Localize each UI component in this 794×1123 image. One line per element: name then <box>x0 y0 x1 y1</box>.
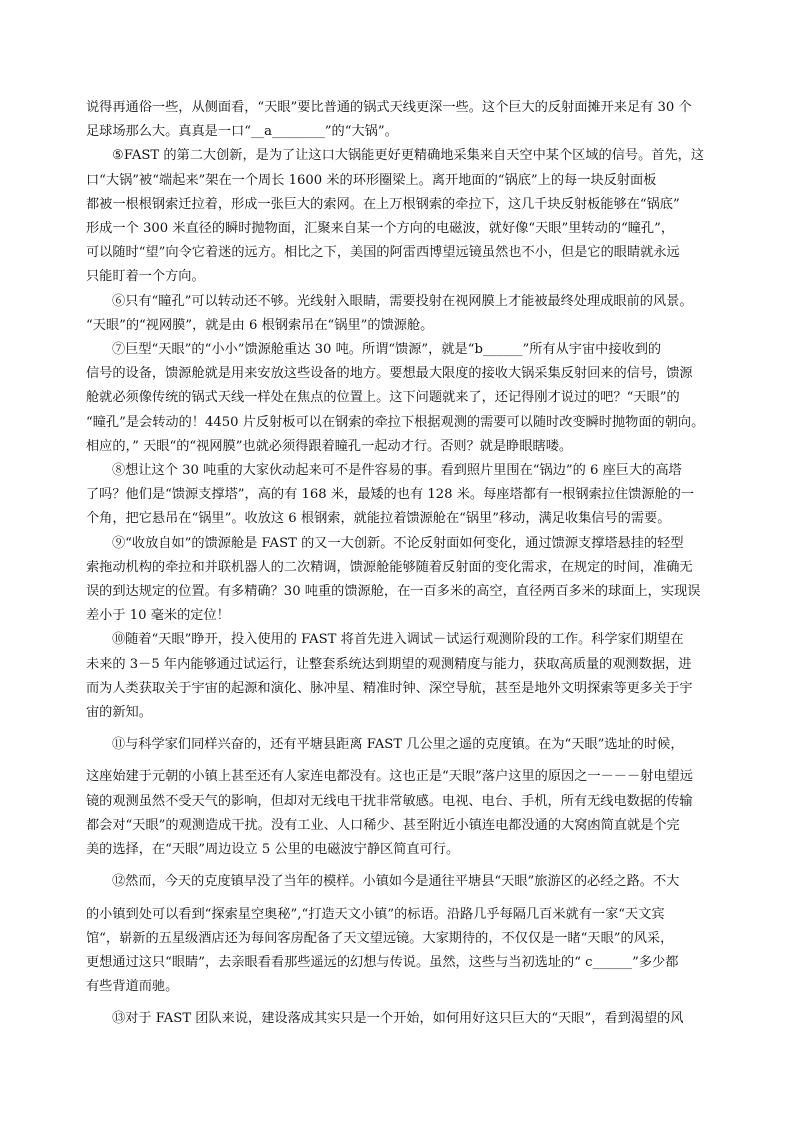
text-line: 宙的新知。 <box>86 705 152 721</box>
text-line: ⑪与科学家们同样兴奋的，还有平塘县距离 FAST 几公里之遥的克度镇。在为“天眼”选址的时候， <box>112 737 684 753</box>
text-line: 索拖动机构的牵拉和并联机器人的二次精调，馈源舱能够随着反射面的变化需求，在规定的时间，准确无 <box>86 559 693 575</box>
paragraph-11 <box>86 733 708 862</box>
text-line: 馆“，崭新的五星级酒店还为每间客房配备了天文望远镜。大家期待的，不仅仅是一睹“天眼”的风采， <box>86 930 674 946</box>
text-line: 信号的设备，馈源舱就是用来安放这些设备的地方。要想最大限度的接收大锅采集反射回来的信号，馈源 <box>86 366 693 382</box>
text-line: 这座始建于元朝的小镇上甚至还有人家连电都没有。这也正是“天眼”落户这里的原因之一－－－射电望远 <box>86 769 693 785</box>
text-line: 了吗？他们是“馈源支撑塔”，高的有 168 米，最矮的也有 128 米。每座塔都有一根钢索拉住馈源舱的一 <box>86 487 695 503</box>
paragraph-12 <box>86 870 708 999</box>
text-line: 舱就必须像传统的锅式天线一样处在焦点的位置上。这下问题就来了，还记得刚才说过的吧？“天眼”的 <box>86 390 680 406</box>
text-line: 而为人类获取关于宇宙的起源和演化、脉冲星、精准时钟、深空导航，甚至是地外文明探索等更多关于宇 <box>86 680 693 696</box>
text-line: 说得再通俗一些，从侧面看，“天眼”要比普通的锅式天线更深一些。这个巨大的反射面摊开来足有 30 个 <box>86 100 692 115</box>
paragraph-8 <box>86 459 708 532</box>
text-line: ⑥只有“瞳孔”可以转动还不够。光线射入眼睛，需要投射在视网膜上才能被最终处理成眼前的风景。 <box>112 293 693 309</box>
paragraph-7 <box>86 338 708 459</box>
text-line: ⑩随着“天眼”睁开，投入使用的 FAST 将首先进入调试－试运行观测阶段的工作。科学家们期望在 <box>112 632 684 648</box>
text-line: 足球场那么大。真真是一口“__a________”的“大锅”。 <box>86 124 398 140</box>
paragraph-13 <box>86 1007 708 1031</box>
text-line: 相应的，” 天眼“的“视网膜”也就必须得跟着瞳孔一起动才行。否则？就是睁眼瞎喽。 <box>86 438 573 454</box>
text-line: ⑨“收放自如”的馈源舱是 FAST 的又一大创新。不论反射面如何变化，通过馈源支撑塔悬挂的轻型 <box>112 535 684 551</box>
text-line: ⑧想让这个 30 吨重的大家伙动起来可不是件容易的事。看到照片里围在“锅边”的 6 座巨大的高塔 <box>112 463 682 479</box>
text-line: ⑬对于 FAST 团队来说，建设落成其实只是一个开始，如何用好这只巨大的“天眼”，看到渴望的风 <box>112 1011 684 1027</box>
paragraph-6 <box>86 290 708 338</box>
text-line: 误的到达规定的位置。有多精确？30 吨重的馈源舱，在一百多米的高空，直径两百多米的球面上，实现误 <box>86 584 701 600</box>
text-line: 有些背道而驰。 <box>86 979 179 995</box>
text-line: ⑤FAST 的第二大创新，是为了让这口大锅能更好更精确地采集来自天空中某个区域的信号。首先，这 <box>112 148 705 164</box>
text-line: 口“大锅”被“端起来”架在一个周长 1600 米的环形圈梁上。离开地面的“锅底”上的每一块反射面板 <box>86 172 657 188</box>
text-line: 未来的 3－5 年内能够通过试运行，让整套系统达到期望的观测精度与能力，获取高质量的观测数据，进 <box>86 656 692 672</box>
text-line: “瞳孔”是会转动的！4450 片反射板可以在钢索的牵拉下根据观测的需要可以随时改变瞬时抛物面的朝向。 <box>86 414 705 430</box>
text-line: ⑫然而，今天的克度镇早没了当年的模样。小镇如今是通往平塘县“天眼”旅游区的必经之路。不大 <box>112 874 680 890</box>
text-line: 更想通过这只“眼睛”，去亲眼看看那些遥远的幻想与传说。虽然，这些与当初选址的“ c______”多少都 <box>86 954 679 970</box>
text-line: 都会对“天眼”的观测造成干扰。没有工业、人口稀少、甚至附近小镇连电都没通的大窝凼简直就是个完 <box>86 817 680 833</box>
paragraph-5 <box>86 144 708 289</box>
paragraph-4-tail <box>86 96 708 144</box>
text-line: 只能盯着一个方向。 <box>86 269 205 285</box>
text-line: 都被一根根钢索迁拉着，形成一张巨大的索网。在上万根钢索的牵拉下，这几千块反射板能够在“锅底” <box>86 196 680 212</box>
text-line: 镜的观测虽然不受天气的影响，但却对无线电干扰非常敏感。电视、电台、手机，所有无线电数据的传输 <box>86 793 693 809</box>
text-line: “天眼”的“视网膜”，就是由 6 根钢索吊在“锅里”的馈源舱。 <box>86 317 434 333</box>
text-line: 美的选择，在“天眼”周边设立 5 公里的电磁波宁静区简直可行。 <box>86 842 460 858</box>
text-line: 可以随时“望”向令它着迷的远方。相比之下，美国的阿雷西博望远镜虽然也不小，但是它的眼睛就永远 <box>86 245 680 261</box>
text-line: ⑦巨型“天眼”的“小小”馈源舱重达 30 吨。所谓“馈源”，就是“b______”所有从宇宙中接收到的 <box>112 342 662 358</box>
text-line: 个角，把它悬吊在“锅里”。收放这 6 根钢索，就能拉着馈源舱在“锅里”移动，满足收集信号的需要。 <box>86 511 671 527</box>
paragraph-10 <box>86 628 708 725</box>
text-line: 形成一个 300 米直径的瞬时抛物面，汇聚来自某一个方向的电磁波，就好像“天眼”里转动的“瞳孔”， <box>86 221 675 237</box>
text-line: 的小镇到处可以看到“探索星空奥秘”,“打造天文小镇”的标语。沿路几乎每隔几百米就有一家“天文宾 <box>86 906 665 922</box>
text-line: 差小于 10 毫米的定位！ <box>86 608 230 624</box>
paragraph-9 <box>86 532 708 629</box>
